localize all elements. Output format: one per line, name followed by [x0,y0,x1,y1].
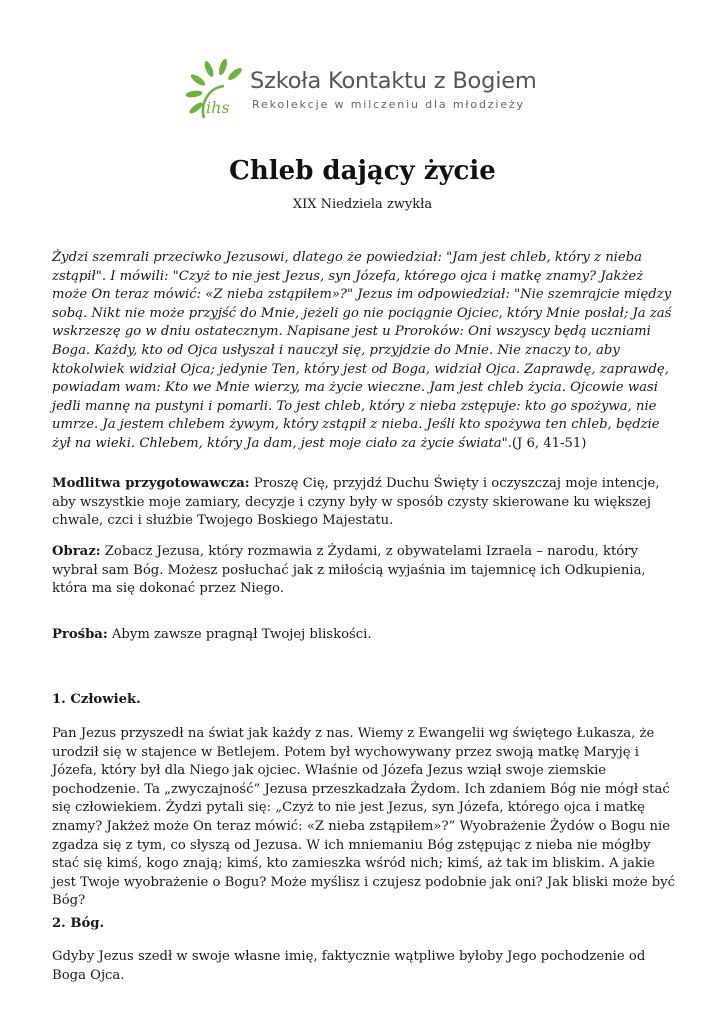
gospel-passage [52,249,676,454]
sun-emblem-icon [184,58,248,126]
logo-title: Szkoła Kontaktu z Bogiem [250,68,537,94]
emblem-text: ihs [206,98,230,117]
request-text: Abym zawsze pragnął Twojej bliskości. [107,627,372,642]
prayer-label: Modlitwa przygotowawcza: [52,476,250,491]
request-paragraph [52,626,676,645]
request-label: Prośba: [52,627,108,642]
section-2-text: Gdyby Jezus szedł w swoje własne imię, faktycznie wątpliwe byłoby Jego pochodzenie od Boga Ojca. [52,949,646,983]
prayer-text: Proszę Cię, przyjdź Duchu Święty i oczyszczaj moje intencje, aby wszystkie moje zamiary, decyzje i czyny były w sposób czysty skierowane ku większej chwale, czci i służbie Twojego Boskiego Majestatu. [52,476,660,529]
logo-subtitle: Rekolekcje w milczeniu dla młodzieży [252,98,525,111]
page-subtitle: XIX Niedziela zwykła [292,197,433,212]
logo [184,58,544,126]
image-paragraph [52,543,676,599]
gospel-reference: (J 6, 41-51) [511,435,587,451]
section-1-text: Pan Jezus przyszedł na świat jak każdy z nas. Wiemy z Ewangelii wg świętego Łukasza, że urodził się w stajence w Betlejem. Potem był wychowywany przez swoją matkę Maryję i Józefa, który był dla Niego jak ojciec. Właśnie od Józefa Jezus wziął swoje ziemskie pochodzenie. Ta „zwyczajność” Jezusa przeszkadzała Żydom. Ich zdaniem Bóg nie mógł stać się człowiekiem. Żydzi pytali się: „Czyż to nie jest Jezus, syn Józefa, którego ojca i matkę znamy? Jakżeż może On teraz mówić: «Z nieba zstąpiłem»?” Wyobrażenie Żydów o Bogu nie zgadza się z tym, co słyszą od Jezusa. W ich mniemaniu Bóg zstępując z nieba nie mógłby stać się kimś, kogo znają; kimś, kto zamieszka wśród nich; kimś, aż tak im bliskim. A jakie jest Twoje wyobrażenie o Bogu? Może myślisz i czujesz podobnie jak oni? Jak bliski może być Bóg? [52,726,675,909]
image-text: Zobacz Jezusa, który rozmawia z Żydami, z obywatelami Izraela – narodu, który wybrał sam Bóg. Możesz posłuchać jak z miłością wyjaśnia im tajemnicę ich Odkupienia, która ma się dokonać przez Niego. [52,544,646,597]
page-title: Chleb dający życie [229,156,496,186]
section-2-heading: 2. Bóg. [52,916,105,931]
section-1-heading: 1. Człowiek. [52,692,141,707]
preparatory-prayer [52,475,676,531]
gospel-text: Żydzi szemrali przeciwko Jezusowi, dlatego że powiedział: "Jam jest chleb, który z nieba zstąpił". I mówili: "Czyż to nie jest Jezus, syn Józefa, którego ojca i matkę znamy? Jakżeż może On teraz mówić: «Z nieba zstąpiłem»?" Jezus im odpowiedział: "Nie szemrajcie między sobą. Nikt nie może przyjść do Mnie, jeżeli go nie pociągnie Ojciec, który Mnie posłał; Ja zaś wskrzeszę go w dniu ostatecznym. Napisane jest u Proroków: Oni wszyscy będą uczniami Boga. Każdy, kto od Ojca usłyszał i nauczył się, przyjdzie do Mnie. Nie znaczy to, aby ktokolwiek widział Ojca; jedynie Ten, który jest od Boga, widział Ojca. Zaprawdę, zaprawdę, powiadam wam: Kto we Mnie wierzy, ma życie wieczne. Jam jest chleb życia. Ojcowie wasi jedli mannę na pustyni i pomarli. To jest chleb, który z nieba zstępuje: kto go spożywa, nie umrze. Ja jestem chlebem żywym, który zstąpił z nieba. Jeśli kto spożywa ten chleb, będzie żył na wieki. Chlebem, który Ja dam, jest moje ciało za życie świata". [52,250,672,451]
image-label: Obraz: [52,544,101,559]
